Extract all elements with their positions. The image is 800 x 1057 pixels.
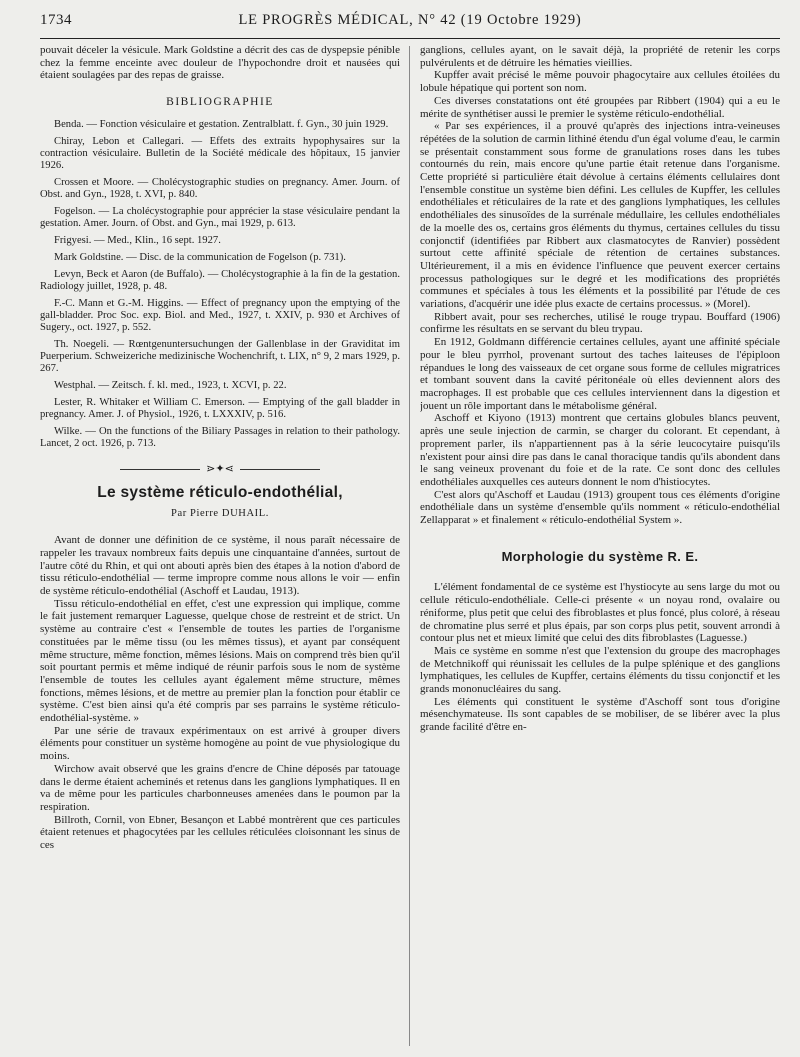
reference-item: Benda. — Fonction vésiculaire et gestation. Zentralblatt. f. Gyn., 30 juin 1929. <box>54 118 389 130</box>
page-header <box>40 12 780 34</box>
body-paragraph: En 1912, Goldmann différencie certaines cellules, ayant une affinité spéciale pour le bleu pyrrhol, provenant surtout des taches laiteuses de l'épiploon répandues le long des vaisseaux de cet organe sous forme de cellules migratrices et tombant souvent dans la cavité péritonéale où elles deviennent alors des macrophages. Il est probable que ces cellules interviennent dans la digestion et jouent un rôle important dans le métabolisme général. <box>420 336 780 412</box>
bibliography-heading: BIBLIOGRAPHIE <box>166 96 274 109</box>
article-byline: Par Pierre DUHAIL. <box>171 507 269 519</box>
reference-item: Crossen et Moore. — Cholécystographic studies on pregnancy. Amer. Journ. of Obst. and Gyn., 1928, t. XVI, p. 840. <box>40 176 400 200</box>
body-paragraph: « Par ses expériences, il a prouvé qu'après des injections intra-veineuses répétées de la solution de carmin lithiné étendu d'un égal volume d'eau, le carmin se présentait constamment sous forme de granulations roses dans les tubes contournés du rein, mais encore qu'une partie était retenue dans l'organisme. Cette propriété si particulière était dévolue à certains éléments cellulaires dont l'ensemble constitue un système bien défini. Les cellules de Kupffer, les cellules endothéliales et réticulaires de la rate et des ganglions lymphatiques, les cellules endothéliales des sinusoïdes de la surrénale médullaire, les cellules endothéliales de la moelle des os, certains gros éléments du thymus, certaines cellules du tissu conjonctif (identifiées par Ribbert aux clasmatocytes de Ranvier) possèdent surtout cette affinité spéciale de rétention de certaines substances. Ultérieurement, il a mis en évidence l'influence que peuvent exercer certains processus pathologiques sur le degré et les modifications des propriétés communes et spéciales à tous les éléments et la possibilité par l'étude de ces variations, d'acquérir une idée plus exacte de certains processus. » (Morel). <box>420 120 780 311</box>
body-paragraph: Wirchow avait observé que les grains d'encre de Chine déposés par tatouage dans le derme étaient acheminés et retenus dans les ganglions lymphatiques. Il en va de même pour les particules charbonneuses amenées dans le poumon par la respiration. <box>40 762 400 813</box>
section-ornament <box>40 464 400 475</box>
body-paragraph: Tissu réticulo-endothélial en effet, c'est une expression qui implique, comme le fait justement remarquer Laguesse, quelque chose de restreint et de strict. Un système au contraire c'est « l'ensemble de toutes les parties de l'organisme constituées par le même tissu (ou les mêmes tissus), et ayant par conséquent même structure, même fonction, mêmes lésions. Mais on comprend très bien qu'il soit pourtant permis et même indiqué de réunir parfois sous le nom de système l'ensemble de toutes les cellules ayant également même structure, mêmes fonctions, mêmes lésions, et de mettre au premier plan la fonction pour établir ce système. C'est bien ainsi qu'a été compris par ses parrains le système réticulo-endothélial-système. » <box>40 597 400 725</box>
body-paragraph: Avant de donner une définition de ce système, il nous paraît nécessaire de rappeler les travaux nombreux faits depuis une cinquantaine d'années, surtout de l'autre côté du Rhin, et qui ont abouti après bien des étapes à la notion d'abord de tissu réticulo-endothélial — terme impropre comme nous allons le voir — enfin de système réticulo-endothélial (Aschoff et Laudau, 1913). <box>40 534 400 598</box>
reference-item: Westphal. — Zeitsch. f. kl. med., 1923, t. XCVI, p. 22. <box>54 379 287 391</box>
column-divider <box>409 46 410 1046</box>
body-paragraph: L'élément fondamental de ce système est l'hystiocyte au sens large du mot ou cellule réticulo-endothéliale. Celle-ci présente « un noyau rond, ovalaire ou réniforme, plus petit que celui des fibroblastes et plus foncé, plus coloré, à réseau de chromatine plus serré et plus épais, par son corps plus petit, souvent arrondi à contour plus net et mieux limité que celui des dits fibroblastes (Laguesse.) <box>420 581 780 645</box>
reference-item: Th. Noegeli. — Rœntgenuntersuchungen der Gallenblase in der Graviditat im Puerperium. Schweizeriche medizinische Wochenchrift, t. LIX, n° 9, 2 mars 1929, p. 267. <box>40 338 400 374</box>
body-paragraph: Kupffer avait précisé le même pouvoir phagocytaire aux cellules étoilées du lobule hépatique qui portent son nom. <box>420 69 780 95</box>
reference-item: Frigyesi. — Med., Klin., 16 sept. 1927. <box>54 234 221 246</box>
page-number: 1734 <box>40 12 72 28</box>
header-rule <box>40 38 780 39</box>
section-heading: Morphologie du système R. E. <box>501 548 699 564</box>
article-title: Le système réticulo-endothélial, <box>97 483 343 501</box>
right-column <box>420 44 780 1050</box>
ornament-rule-right <box>240 469 320 470</box>
reference-item: Levyn, Beck et Aaron (de Buffalo). — Cholécystographie à la fin de la gestation. Radiology juillet, 1928, p. 48. <box>40 268 400 292</box>
body-paragraph: Aschoff et Kiyono (1913) montrent que certains globules blancs peuvent, après une seule injection de carmin, se charger du colorant. Et cependant, à proprement parler, ils n'appartiennent pas à la série leucocytaire puisqu'ils n'existent pour ainsi dire pas dans le canal thoracique tandis qu'ils abondent dans le sang veineux provenant du foie et de la rate. Ce sont donc des cellules endothéliales auxquelles ces auteurs donnent le nom d'histiocytes. <box>420 412 780 488</box>
body-paragraph: Ces diverses constatations ont été groupées par Ribbert (1904) qui a eu le mérite de synthétiser aussi le premier le système réticulo-endothélial. <box>420 94 780 120</box>
reference-item: Chiray, Lebon et Callegari. — Effets des extraits hypophysaires sur la contraction vésiculaire. Bulletin de la Société médicale des hôpitaux, 15 janvier 1926. <box>40 135 400 171</box>
reference-list <box>40 119 400 450</box>
reference-item: Lester, R. Whitaker et William C. Emerson. — Emptying of the gall bladder in pregnancy. Amer. J. of Physiol., 1926, t. LXXXIV, p. 516. <box>40 396 400 420</box>
body-paragraph: C'est alors qu'Aschoff et Laudau (1913) groupent tous ces éléments d'origine endothéliale dans un système d'ensemble qu'ils nomment « réticulo-endothélial Zellapparat » et finalement « réticulo-endothélial System ». <box>420 488 780 527</box>
intro-paragraph: pouvait déceler la vésicule. Mark Goldstine a décrit des cas de dyspepsie pénible chez la femme enceinte avec douleur de l'hypochondre droit et nausées qui étaient soulagées par des repas de graisse. <box>40 44 400 82</box>
body-paragraph: Par une série de travaux expérimentaux on est arrivé à grouper divers éléments pour constituer un système homogène au point de vue physiologique du moins. <box>40 724 400 763</box>
body-paragraph: Les éléments qui constituent le système d'Aschoff sont tous d'origine mésenchymateuse. Ils sont capables de se mobiliser, de se libérer avec la plus grande facilité d'être en- <box>420 695 780 734</box>
ornament-glyph: ⋗✦⋖ <box>206 462 234 475</box>
reference-item: Wilke. — On the functions of the Biliary Passages in relation to their pathology. Lancet, 2 oct. 1926, p. 713. <box>40 425 400 449</box>
body-paragraph: Mais ce système en somme n'est que l'extension du groupe des macrophages de Metchnikoff qui réunissait les cellules de la pulpe splénique et des ganglions lymphatiques, les cellules de Kupffer, certains éléments du tissu conjonctif et les grands mononucléaires du sang. <box>420 644 780 696</box>
left-column <box>40 44 400 1050</box>
reference-item: F.-C. Mann et G.-M. Higgins. — Effect of pregnancy upon the emptying of the gall-bladder. Proc Soc. exp. Biol. and Med., 1927, t. XXIV, p. 930 et Archives of Sugery., oct. 1927, p. 552. <box>40 297 400 333</box>
body-paragraph: Billroth, Cornil, von Ebner, Besançon et Labbé montrèrent que ces particules étaient retenues et phagocytées par les cellules réticulées cloisonnant les sinus de ces <box>40 813 400 852</box>
running-title: LE PROGRÈS MÉDICAL, N° 42 (19 Octobre 1929) <box>238 12 582 28</box>
reference-item: Mark Goldstine. — Disc. de la communication de Fogelson (p. 731). <box>54 251 346 263</box>
reference-item: Fogelson. — La cholécystographie pour apprécier la stase vésiculaire pendant la gestation. Amer. Journ. of Obst. and Gyn., mai 1929, p. 613. <box>40 205 400 229</box>
body-paragraph: ganglions, cellules ayant, on le savait déjà, la propriété de retenir les corps pulvérulents et de détruire les hématies vieillies. <box>420 44 780 69</box>
body-paragraph: Ribbert avait, pour ses recherches, utilisé le rouge trypau. Bouffard (1906) confirme les résultats en se servant du bleu trypau. <box>420 310 780 336</box>
ornament-rule-left <box>120 469 200 470</box>
